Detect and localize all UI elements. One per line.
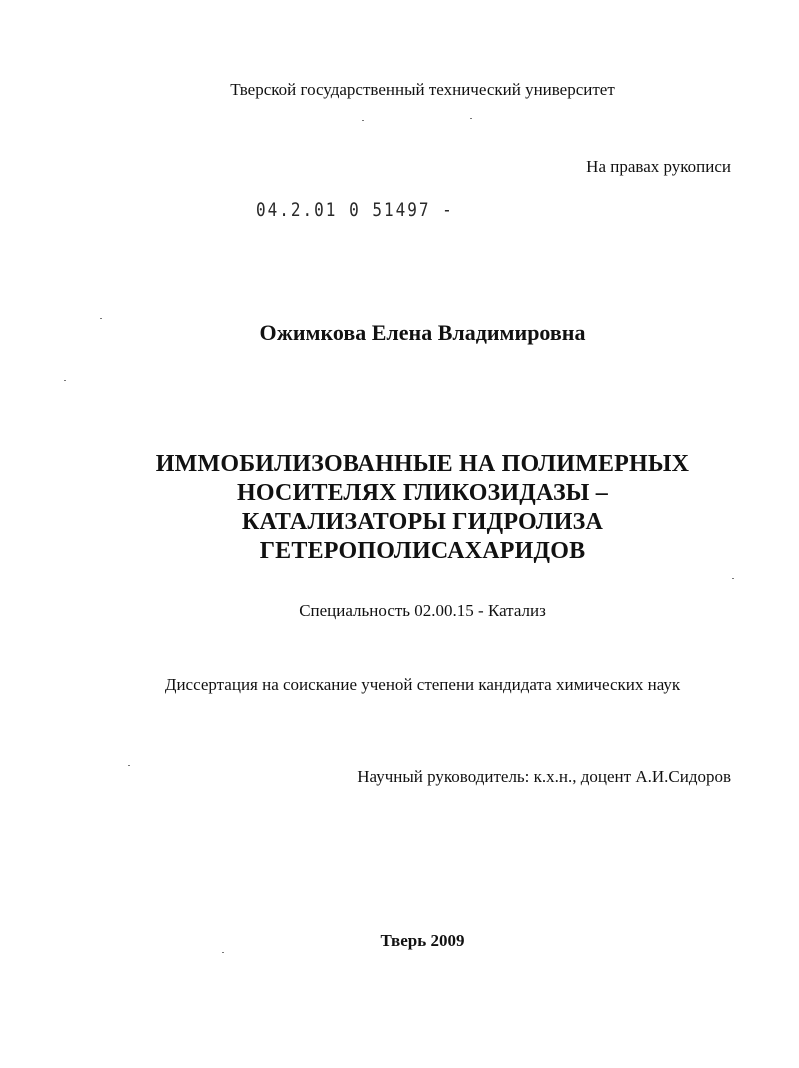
title-line: НОСИТЕЛЯХ ГЛИКОЗИДАЗЫ –	[237, 480, 608, 506]
specialty-line: Специальность 02.00.15 - Катализ	[299, 601, 546, 620]
city-year: Тверь 2009	[380, 931, 465, 950]
author-name: Ожимкова Елена Владимировна	[259, 320, 586, 345]
scan-speck	[732, 578, 734, 579]
scan-speck	[64, 380, 66, 381]
title-line: ГЕТЕРОПОЛИСАХАРИДОВ	[259, 538, 586, 564]
scan-speck	[362, 120, 364, 121]
scan-speck	[128, 765, 130, 766]
scan-speck	[100, 318, 102, 319]
manuscript-rights-note: На правах рукописи	[586, 157, 731, 176]
scan-speck	[470, 118, 472, 119]
supervisor-line: Научный руководитель: к.х.н., доцент А.И.Сидоров	[357, 767, 731, 786]
dissertation-title	[110, 450, 735, 566]
title-line: ИММОБИЛИЗОВАННЫЕ НА ПОЛИМЕРНЫХ	[155, 451, 690, 477]
university-name: Тверской государственный технический университет	[230, 80, 615, 99]
library-stamp-number: 04.2.01 0 51497 -	[256, 198, 454, 221]
scan-speck	[222, 952, 224, 953]
dissertation-degree-line: Диссертация на соискание ученой степени кандидата химических наук	[164, 675, 681, 694]
title-line: КАТАЛИЗАТОРЫ ГИДРОЛИЗА	[241, 509, 604, 535]
